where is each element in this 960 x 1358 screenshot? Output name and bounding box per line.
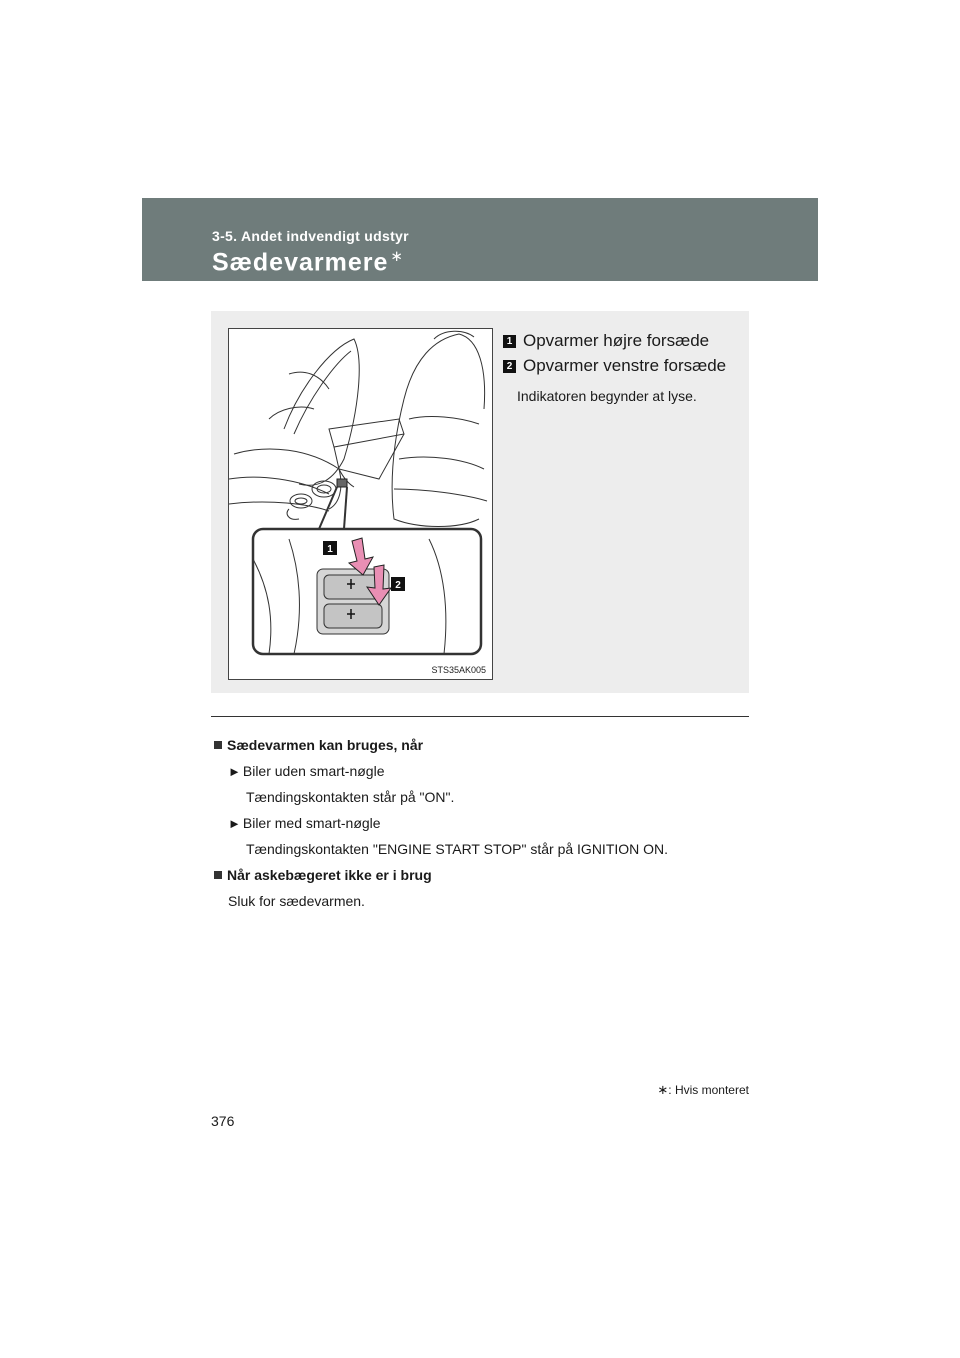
callout-2: 2 bbox=[395, 580, 401, 591]
condition-bullet-2 bbox=[214, 813, 754, 839]
triangle-bullet-icon: ► bbox=[228, 816, 241, 831]
legend-label-1: Opvarmer højre forsæde bbox=[523, 331, 710, 350]
section-heading-1 bbox=[214, 735, 754, 761]
triangle-bullet-icon: ► bbox=[228, 764, 241, 779]
section-text-2: Sluk for sædevarmen. bbox=[228, 893, 365, 909]
page-number: 376 bbox=[211, 1113, 235, 1129]
condition-label: Biler uden smart-nøgle bbox=[242, 763, 385, 779]
legend-number-2: 2 bbox=[503, 360, 516, 373]
seat-console-drawing bbox=[229, 329, 492, 679]
condition-label: Biler med smart-nøgle bbox=[242, 815, 381, 831]
page-title-text: Sædevarmere bbox=[212, 248, 389, 277]
asterisk-icon: ∗ bbox=[390, 248, 404, 265]
indicator-note: Indikatoren begynder at lyse. bbox=[517, 388, 697, 404]
asterisk-icon: ∗ bbox=[657, 1082, 669, 1097]
footnote-text: : Hvis monteret bbox=[668, 1083, 749, 1097]
square-bullet-icon bbox=[214, 741, 222, 749]
body-text bbox=[214, 735, 754, 917]
legend-label-2: Opvarmer venstre forsæde bbox=[523, 356, 727, 375]
legend-item-1 bbox=[503, 331, 709, 351]
legend-number-1: 1 bbox=[503, 335, 516, 348]
figure-panel bbox=[211, 311, 749, 693]
legend-item-2 bbox=[503, 356, 726, 376]
condition-text-2: Tændingskontakten "ENGINE START STOP" står på IGNITION ON. bbox=[246, 841, 669, 857]
section-label: 3-5. Andet indvendigt udstyr bbox=[212, 228, 409, 244]
section-heading-text: Sædevarmen kan bruges, når bbox=[227, 737, 424, 753]
square-bullet-icon bbox=[214, 871, 222, 879]
page-title bbox=[212, 247, 404, 277]
seat-heater-illustration bbox=[228, 328, 493, 680]
section-divider bbox=[211, 716, 749, 717]
section-heading-2 bbox=[214, 865, 754, 891]
footnote bbox=[657, 1082, 749, 1098]
header-band bbox=[142, 198, 818, 281]
section-heading-text: Når askebægeret ikke er i brug bbox=[227, 867, 432, 883]
condition-bullet-1 bbox=[214, 761, 754, 787]
image-code: STS35AK005 bbox=[431, 665, 486, 675]
callout-1: 1 bbox=[327, 544, 333, 555]
condition-text-1: Tændingskontakten står på "ON". bbox=[246, 789, 455, 805]
